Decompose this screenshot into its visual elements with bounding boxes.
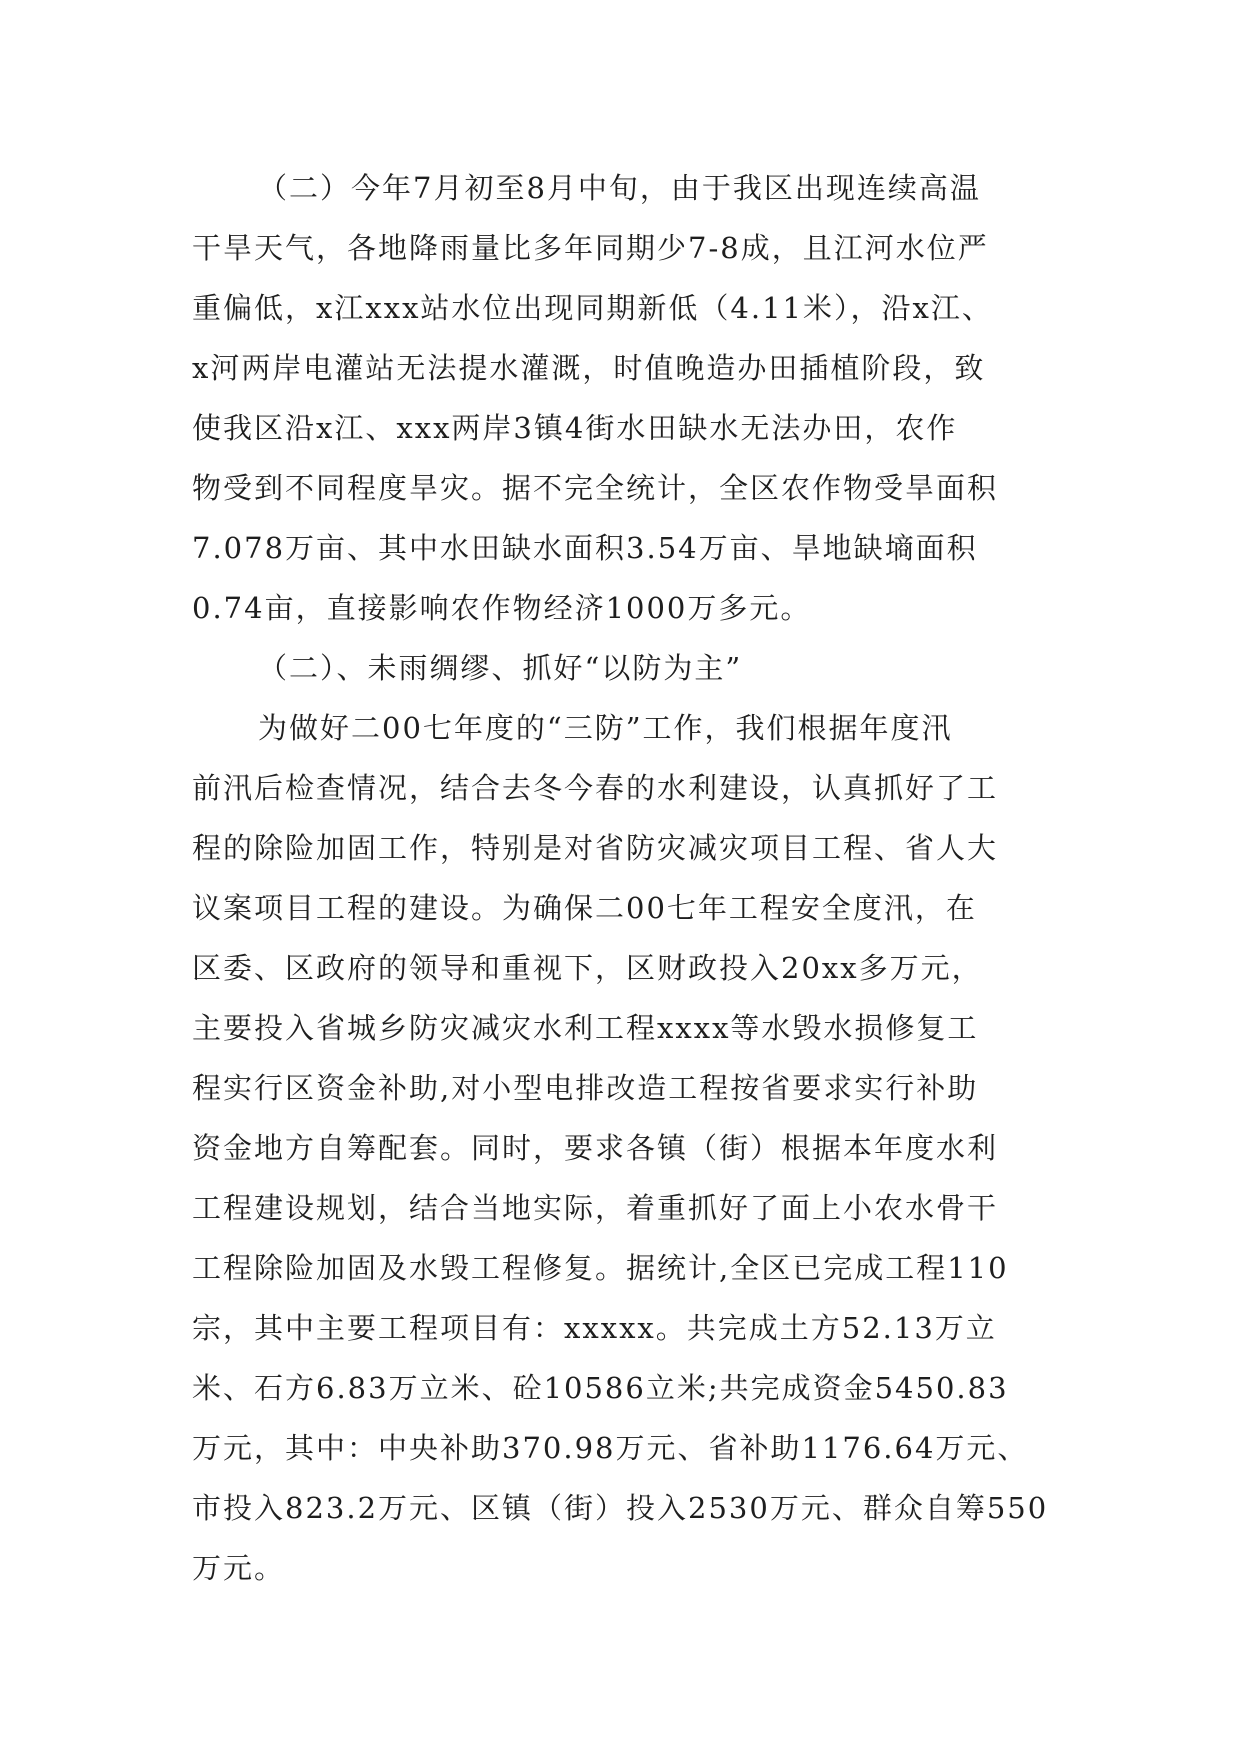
paragraph-line: 程实行区资金补助,对小型电排改造工程按省要求实行补助 <box>192 1071 979 1105</box>
paragraph-line: 万元，其中：中央补助370.98万元、省补助1176.64万元、 <box>192 1431 1029 1465</box>
paragraph-line: 7.078万亩、其中水田缺水面积3.54万亩、旱地缺墒面积 <box>192 531 978 565</box>
section-heading: （二）、未雨绸缪、抓好“以防为主” <box>258 651 743 685</box>
paragraph-line: 议案项目工程的建设。为确保二00七年工程安全度汛，在 <box>192 891 977 925</box>
paragraph-line: 市投入823.2万元、区镇（街）投入2530万元、群众自筹550 <box>192 1491 1049 1525</box>
paragraph-line: 前汛后检查情况，结合去冬今春的水利建设，认真抓好了工 <box>192 771 999 805</box>
paragraph-line: 物受到不同程度旱灾。据不完全统计，全区农作物受旱面积 <box>192 471 999 505</box>
paragraph-line: 万元。 <box>192 1551 286 1585</box>
paragraph-line: 宗，其中主要工程项目有：xxxxx。共完成土方52.13万立 <box>192 1311 997 1345</box>
paragraph-line: x河两岸电灌站无法提水灌溉，时值晚造办田插植阶段，致 <box>192 351 986 385</box>
paragraph-line: 主要投入省城乡防灾减灾水利工程xxxx等水毁水损修复工 <box>192 1011 979 1045</box>
paragraph-line: （二）今年7月初至8月中旬，由于我区出现连续高温 <box>258 171 981 205</box>
paragraph-line: 为做好二00七年度的“三防”工作，我们根据年度汛 <box>258 711 953 745</box>
paragraph-line: 重偏低，x江xxx站水位出现同期新低（4.11米），沿x江、 <box>192 291 993 325</box>
document-body <box>192 158 1072 1598</box>
paragraph-line: 区委、区政府的领导和重视下，区财政投入20xx多万元， <box>192 951 983 985</box>
paragraph-line: 使我区沿x江、xxx两岸3镇4街水田缺水无法办田，农作 <box>192 411 958 445</box>
paragraph-line: 0.74亩，直接影响农作物经济1000万多元。 <box>192 591 812 625</box>
paragraph-line: 资金地方自筹配套。同时，要求各镇（街）根据本年度水利 <box>192 1131 999 1165</box>
paragraph-line: 工程建设规划，结合当地实际，着重抓好了面上小农水骨干 <box>192 1191 999 1225</box>
paragraph-line: 工程除险加固及水毁工程修复。据统计,全区已完成工程110 <box>192 1251 1009 1285</box>
paragraph-line: 干旱天气，各地降雨量比多年同期少7-8成，且江河水位严 <box>192 231 989 265</box>
paragraph-line: 程的除险加固工作，特别是对省防灾减灾项目工程、省人大 <box>192 831 999 865</box>
paragraph-line: 米、石方6.83万立米、砼10586立米;共完成资金5450.83 <box>192 1371 1009 1405</box>
